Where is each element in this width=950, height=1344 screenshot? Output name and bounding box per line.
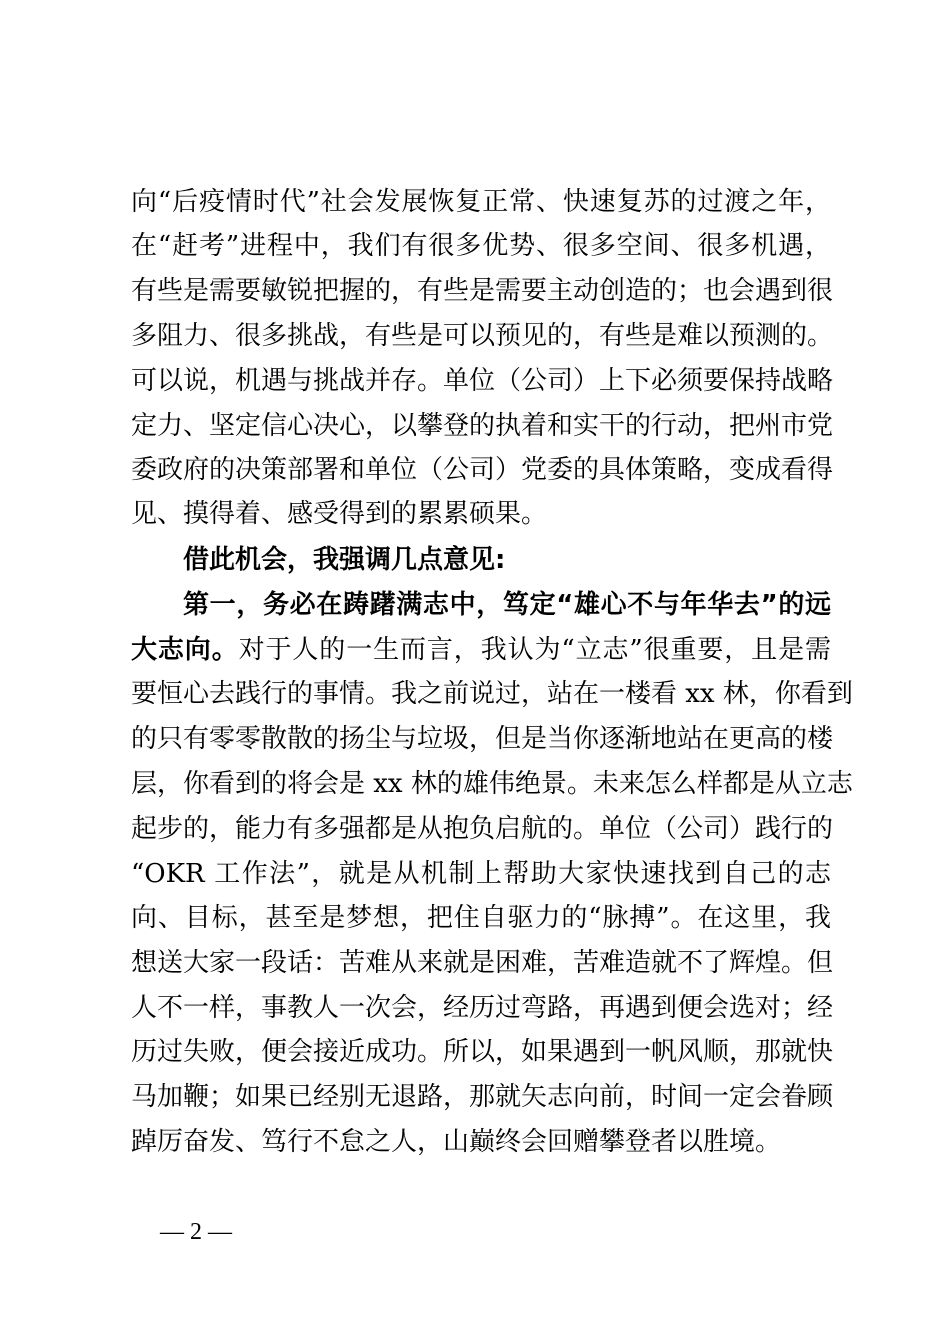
section-heading: 借此机会，我强调几点意见: xyxy=(183,545,506,575)
paragraph-line: 要恒心去践行的事情。我之前说过，站在一楼看 xx 林，你看到 xyxy=(131,679,853,709)
paragraph-line: 踔厉奋发、笃行不怠之人，山巅终会回赠攀登者以胜境。 xyxy=(131,1127,782,1157)
paragraph-line: 多阻力、很多挑战，有些是可以预见的，有些是难以预测的。 xyxy=(131,321,834,351)
paragraph-line: 想送大家一段话：苦难从来就是困难，苦难造就不了辉煌。但 xyxy=(131,948,834,978)
paragraph-line: 人不一样，事教人一次会，经历过弯路，再遇到便会选对；经 xyxy=(131,993,834,1023)
paragraph-line: 层，你看到的将会是 xx 林的雄伟绝景。未来怎么样都是从立志 xyxy=(131,769,853,799)
page-number: — 2 — xyxy=(160,1219,232,1245)
paragraph-line: 向“后疫情时代”社会发展恢复正常、快速复苏的过渡之年， xyxy=(131,187,831,217)
paragraph-line: 见、摸得着、感受得到的累累硕果。 xyxy=(131,499,548,529)
paragraph-line: 在“赶考”进程中，我们有很多优势、很多空间、很多机遇， xyxy=(131,231,831,261)
paragraph-line: 有些是需要敏锐把握的，有些是需要主动创造的；也会遇到很 xyxy=(131,276,834,306)
paragraph-text: 对于人的一生而言，我认为“立志”很重要，且是需 xyxy=(238,635,831,665)
paragraph-line: 向、目标，甚至是梦想，把住自驱力的“脉搏”。在这里，我 xyxy=(131,903,831,933)
point-heading: 第一，务必在踌躇满志中，笃定“雄心不与年华去”的远 xyxy=(183,590,831,620)
paragraph-line: 可以说，机遇与挑战并存。单位（公司）上下必须要保持战略 xyxy=(131,366,834,396)
point-heading-end: 大志向。 xyxy=(131,635,239,665)
paragraph-line: 定力、坚定信心决心，以攀登的执着和实干的行动，把州市党 xyxy=(131,411,834,441)
paragraph-line: 起步的，能力有多强都是从抱负启航的。单位（公司）践行的 xyxy=(131,814,834,844)
paragraph-line: “OKR 工作法”，就是从机制上帮助大家快速找到自己的志 xyxy=(131,859,831,889)
paragraph-line: 历过失败，便会接近成功。所以，如果遇到一帆风顺，那就快 xyxy=(131,1037,834,1067)
point-heading-continuation xyxy=(131,628,831,672)
paragraph-line: 的只有零零散散的扬尘与垃圾，但是当你逐渐地站在更高的楼 xyxy=(131,724,834,754)
paragraph-line: 委政府的决策部署和单位（公司）党委的具体策略，变成看得 xyxy=(131,455,834,485)
paragraph-line: 马加鞭；如果已经别无退路，那就矢志向前，时间一定会眷顾 xyxy=(131,1082,834,1112)
